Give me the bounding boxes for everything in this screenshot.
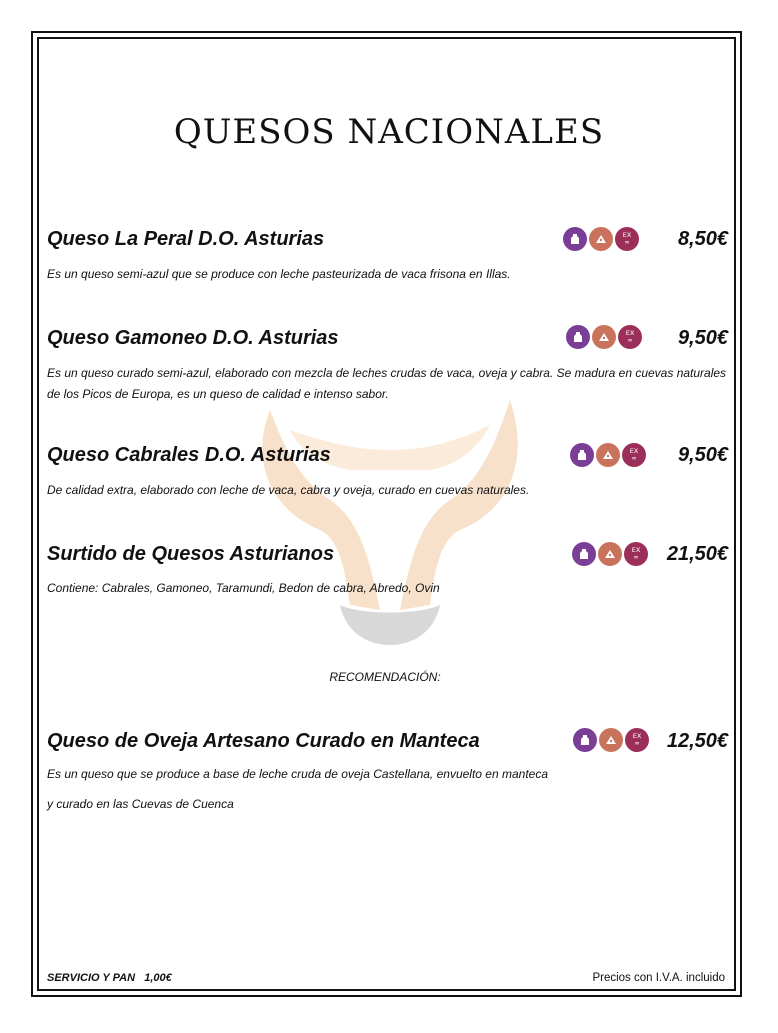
allergen-icons (573, 728, 649, 752)
menu-item-description: Es un queso curado semi-azul, elaborado con mezcla de leches crudas de vaca, oveja y cabra. Se madura en cuevas naturales de los Picos de Europa, es un queso de calidad e intenso sabor. (47, 366, 727, 401)
ex-icon-label: EX (632, 732, 642, 740)
allergen-icons (566, 325, 642, 349)
allergen-icons (563, 227, 639, 251)
menu-item-name: Queso Gamoneo D.O. Asturias (47, 327, 339, 349)
menu-title: QUESOS NACIONALES (173, 112, 605, 152)
menu-item-description: De calidad extra, elaborado con leche de vaca, cabra y oveja, curado en cuevas naturales. (47, 483, 530, 497)
cheese-icon (598, 542, 622, 566)
loops-icon: ∞ (631, 454, 637, 462)
menu-item-price: 9,50€ (677, 444, 728, 466)
ex-allergen-icon (624, 542, 648, 566)
cheese-icon (596, 443, 620, 467)
recommended-item-description-line1: Es un queso que se produce a base de leche cruda de oveja Castellana, envuelto en manteca (47, 767, 549, 781)
ex-icon-label: EX (629, 447, 639, 455)
ex-allergen-icon (625, 728, 649, 752)
loops-icon: ∞ (633, 553, 639, 561)
service-charge: SERVICIO Y PAN 1,00€ (47, 972, 172, 984)
menu-item-name: Queso Cabrales D.O. Asturias (47, 444, 331, 466)
cheese-icon (592, 325, 616, 349)
ex-icon-label: EX (625, 329, 635, 337)
allergen-icons (572, 542, 648, 566)
ex-allergen-icon (622, 443, 646, 467)
loops-icon: ∞ (627, 336, 633, 344)
cheese-icon (599, 728, 623, 752)
recommended-item-name: Queso de Oveja Artesano Curado en Manteca (47, 730, 480, 752)
milk-icon (563, 227, 587, 251)
bull-head-watermark (230, 370, 550, 660)
milk-icon (573, 728, 597, 752)
cheese-icon (589, 227, 613, 251)
menu-item-price: 8,50€ (677, 228, 728, 250)
recommended-item-description-line2: y curado en las Cuevas de Cuenca (47, 797, 234, 811)
menu-item-price: 9,50€ (677, 327, 728, 349)
menu-item-description: Es un queso semi-azul que se produce con leche pasteurizada de vaca frisona en Illas. (47, 267, 511, 281)
ex-allergen-icon (615, 227, 639, 251)
milk-icon (566, 325, 590, 349)
recommended-item-price: 12,50€ (666, 730, 728, 752)
menu-item-name: Queso La Peral D.O. Asturias (47, 228, 325, 250)
loops-icon: ∞ (624, 238, 630, 246)
tax-note: Precios con I.V.A. incluido (592, 972, 725, 984)
ex-icon-label: EX (631, 546, 641, 554)
recommendation-label: RECOMENDACIÓN: (329, 670, 441, 684)
loops-icon: ∞ (634, 739, 640, 747)
menu-item-name: Surtido de Quesos Asturianos (47, 543, 335, 565)
menu-item-price: 21,50€ (666, 543, 728, 565)
milk-icon (570, 443, 594, 467)
menu-item-description: Contiene: Cabrales, Gamoneo, Taramundi, Bedon de cabra, Abredo, Ovin (47, 581, 440, 595)
milk-icon (572, 542, 596, 566)
allergen-icons (570, 443, 646, 467)
ex-icon-label: EX (622, 231, 632, 239)
ex-allergen-icon (618, 325, 642, 349)
